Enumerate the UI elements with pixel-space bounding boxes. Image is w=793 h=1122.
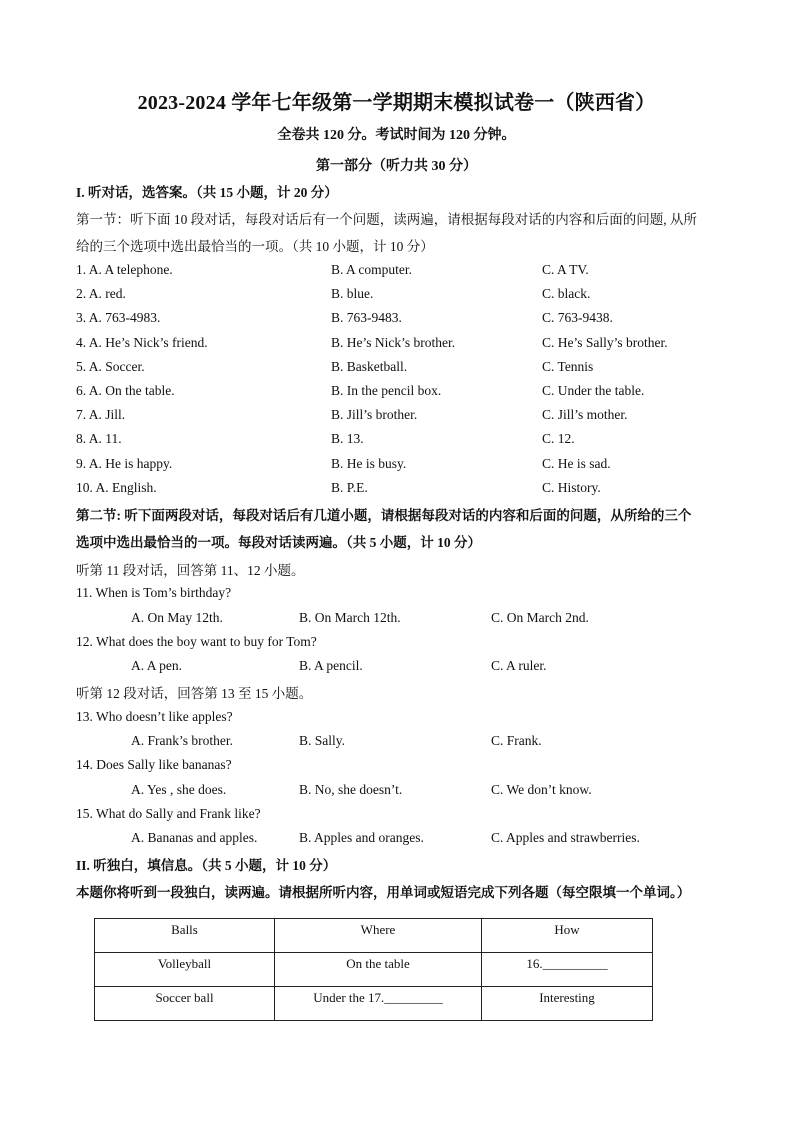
q12-option-c: C. A ruler. xyxy=(491,658,547,673)
dialog12-intro: 听第 12 段对话，回答第 13 至 15 小题。 xyxy=(76,686,313,701)
table-row xyxy=(95,953,653,987)
q14-option-c: C. We don’t know. xyxy=(491,782,592,797)
table-header-cell: How xyxy=(482,919,653,953)
question-5-option-b: B. Basketball. xyxy=(331,359,408,374)
question-6-option-b: B. In the pencil box. xyxy=(331,383,442,398)
section2-instruction: 本题你将听到一段独白，读两遍。请根据所听内容，用单词或短语完成下列各题（每空限填一个单词。） xyxy=(76,885,691,900)
question-4-option-b: B. He’s Nick’s brother. xyxy=(331,335,456,350)
q12-option-b: B. A pencil. xyxy=(299,658,363,673)
q15-option-b: B. Apples and oranges. xyxy=(299,830,424,845)
question-15: 15. What do Sally and Frank like? xyxy=(76,806,261,821)
question-3-option-c: C. 763-9438. xyxy=(542,310,613,325)
dialog11-intro: 听第 11 段对话，回答第 11、12 小题。 xyxy=(76,563,305,578)
question-1-option-a: 1. A. A telephone. xyxy=(76,262,173,277)
question-8-option-a: 8. A. 11. xyxy=(76,431,122,446)
question-11: 11. When is Tom’s birthday? xyxy=(76,585,232,600)
q14-option-b: B. No, she doesn’t. xyxy=(299,782,403,797)
sub1-instruction-line1: 第一节：听下面 10 段对话，每段对话后有一个问题，读两遍，请根据每段对话的内容和后面的问题, 从所 xyxy=(76,212,697,227)
sub1-instruction-line2: 给的三个选项中选出最恰当的一项。（共 10 小题，计 10 分） xyxy=(76,239,434,254)
question-8-option-c: C. 12. xyxy=(542,431,575,446)
question-4-option-c: C. He’s Sally’s brother. xyxy=(542,335,668,350)
q11-option-a: A. On May 12th. xyxy=(131,610,223,625)
question-7-option-c: C. Jill’s mother. xyxy=(542,407,628,422)
question-7-option-b: B. Jill’s brother. xyxy=(331,407,418,422)
question-2-option-b: B. blue. xyxy=(331,286,374,301)
question-4-option-a: 4. A. He’s Nick’s friend. xyxy=(76,335,208,350)
question-3-option-b: B. 763-9483. xyxy=(331,310,402,325)
table-cell: Soccer ball xyxy=(95,987,275,1021)
question-13: 13. Who doesn’t like apples? xyxy=(76,709,233,724)
question-9-option-a: 9. A. He is happy. xyxy=(76,456,173,471)
q13-option-c: C. Frank. xyxy=(491,733,542,748)
question-10-option-b: B. P.E. xyxy=(331,480,368,495)
part1-heading: 第一部分（听力共 30 分） xyxy=(316,159,477,174)
sub2-instruction-line1: 第二节: 听下面两段对话，每段对话后有几道小题，请根据每段对话的内容和后面的问题，从所给的三个 xyxy=(76,508,692,523)
question-2-option-a: 2. A. red. xyxy=(76,286,126,301)
question-2-option-c: C. black. xyxy=(542,286,591,301)
table-header-row xyxy=(95,919,653,953)
section2-heading: II. 听独白，填信息。（共 5 小题，计 10 分） xyxy=(76,858,337,873)
q15-option-a: A. Bananas and apples. xyxy=(131,830,258,845)
q12-option-a: A. A pen. xyxy=(131,658,183,673)
question-8-option-b: B. 13. xyxy=(331,431,364,446)
question-10-option-a: 10. A. English. xyxy=(76,480,157,495)
blank-16-cell[interactable]: 16.__________ xyxy=(482,953,653,987)
question-9-option-b: B. He is busy. xyxy=(331,456,407,471)
table-cell: Interesting xyxy=(482,987,653,1021)
table-cell: On the table xyxy=(275,953,482,987)
question-1-option-c: C. A TV. xyxy=(542,262,589,277)
question-14: 14. Does Sally like bananas? xyxy=(76,757,232,772)
page-title: 2023-2024 学年七年级第一学期期末模拟试卷一（陕西省） xyxy=(137,92,656,114)
question-5-option-c: C. Tennis xyxy=(542,359,594,374)
q13-option-a: A. Frank’s brother. xyxy=(131,733,233,748)
blank-17-cell[interactable]: Under the 17._________ xyxy=(275,987,482,1021)
question-3-option-a: 3. A. 763-4983. xyxy=(76,310,161,325)
question-10-option-c: C. History. xyxy=(542,480,601,495)
table-cell: Volleyball xyxy=(95,953,275,987)
q14-option-a: A. Yes , she does. xyxy=(131,782,227,797)
table-header-cell: Where xyxy=(275,919,482,953)
q11-option-b: B. On March 12th. xyxy=(299,610,401,625)
q11-option-c: C. On March 2nd. xyxy=(491,610,589,625)
table-row xyxy=(95,987,653,1021)
section1-heading: I. 听对话，选答案。（共 15 小题，计 20 分） xyxy=(76,185,338,200)
question-6-option-a: 6. A. On the table. xyxy=(76,383,175,398)
q13-option-b: B. Sally. xyxy=(299,733,346,748)
sub2-instruction-line2: 选项中选出最恰当的一项。每段对话读两遍。（共 5 小题，计 10 分） xyxy=(76,535,481,550)
question-5-option-a: 5. A. Soccer. xyxy=(76,359,145,374)
info-table xyxy=(94,918,653,1021)
question-12: 12. What does the boy want to buy for Tom? xyxy=(76,634,317,649)
question-6-option-c: C. Under the table. xyxy=(542,383,645,398)
table-header-cell: Balls xyxy=(95,919,275,953)
q15-option-c: C. Apples and strawberries. xyxy=(491,830,640,845)
question-1-option-b: B. A computer. xyxy=(331,262,412,277)
question-7-option-a: 7. A. Jill. xyxy=(76,407,126,422)
question-9-option-c: C. He is sad. xyxy=(542,456,611,471)
exam-info: 全卷共 120 分。考试时间为 120 分钟。 xyxy=(277,128,516,143)
